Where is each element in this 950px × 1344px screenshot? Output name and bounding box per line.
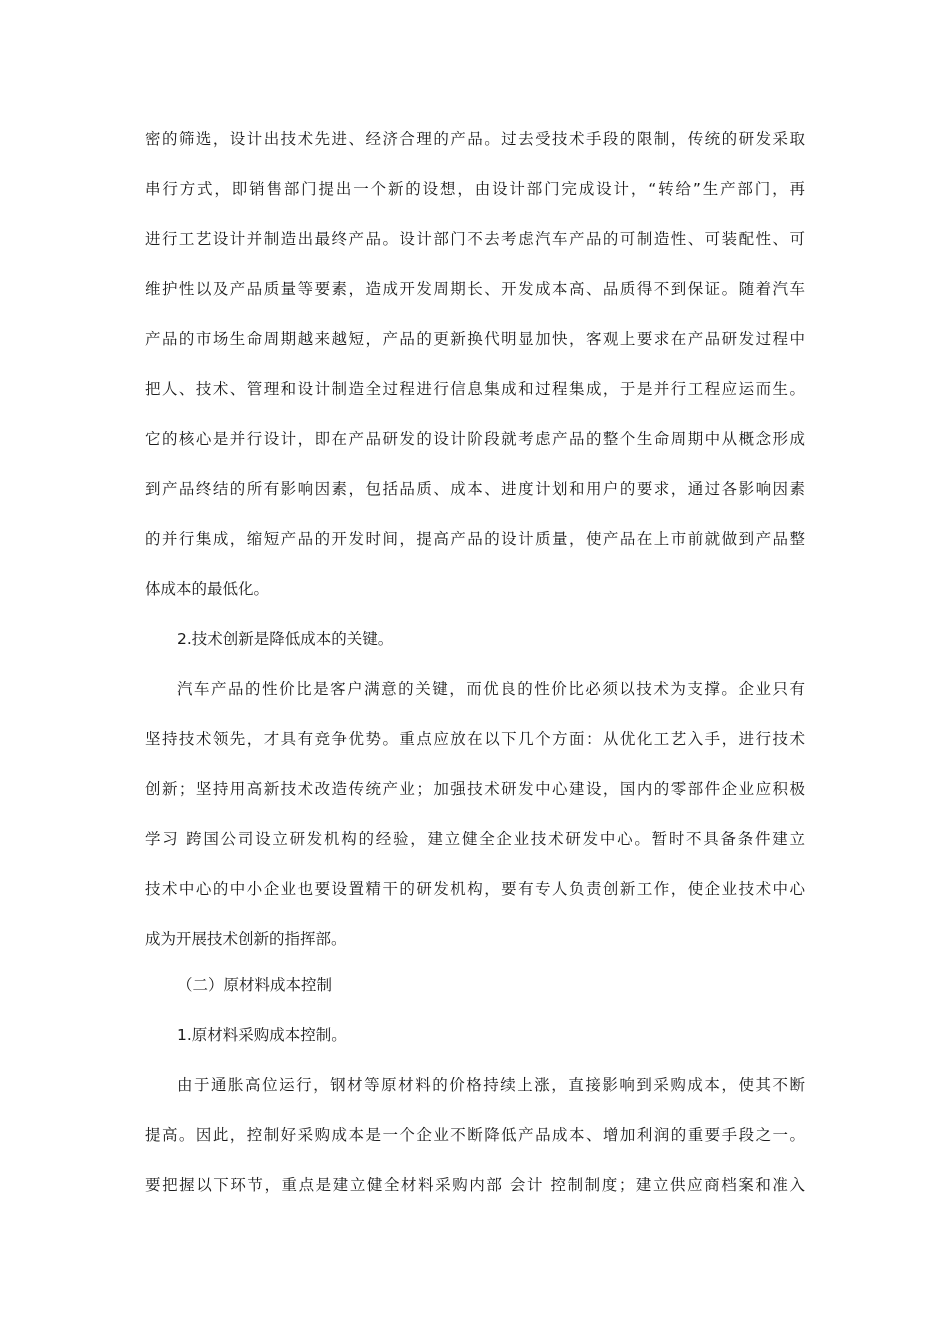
text-line: 要把握以下环节，重点是建立健全材料采购内部 会计 控制制度；建立供应商档案和准入	[145, 1176, 805, 1194]
text-line: 学习 跨国公司设立研发机构的经验，建立健全企业技术研发中心。暂时不具备条件建立	[145, 830, 805, 848]
text-line: 创新；坚持用高新技术改造传统产业；加强技术研发中心建设，国内的零部件企业应积极	[145, 780, 805, 798]
section-heading: （二）原材料成本控制	[177, 976, 333, 994]
text-line: 到产品终结的所有影响因素，包括品质、成本、进度计划和用户的要求，通过各影响因素	[145, 480, 805, 498]
text-line: 密的筛选，设计出技术先进、经济合理的产品。过去受技术手段的限制，传统的研发采取	[145, 130, 805, 148]
text-line: 的并行集成，缩短产品的开发时间，提高产品的设计质量，使产品在上市前就做到产品整	[145, 530, 805, 548]
section-heading: 1.原材料采购成本控制。	[177, 1026, 347, 1044]
text-line: 维护性以及产品质量等要素，造成开发周期长、开发成本高、品质得不到保证。随着汽车	[145, 280, 805, 298]
text-line: 由于通胀高位运行，钢材等原材料的价格持续上涨，直接影响到采购成本，使其不断	[177, 1076, 805, 1094]
text-line: 汽车产品的性价比是客户满意的关键，而优良的性价比必须以技术为支撑。企业只有	[177, 680, 805, 698]
text-line: 技术中心的中小企业也要设置精干的研发机构，要有专人负责创新工作，使企业技术中心	[145, 880, 805, 898]
text-line: 它的核心是并行设计，即在产品研发的设计阶段就考虑产品的整个生命周期中从概念形成	[145, 430, 805, 448]
text-line: 产品的市场生命周期越来越短，产品的更新换代明显加快，客观上要求在产品研发过程中	[145, 330, 805, 348]
text-line: 体成本的最低化。	[145, 580, 270, 598]
text-line: 成为开展技术创新的指挥部。	[145, 930, 347, 948]
text-line: 把人、技术、管理和设计制造全过程进行信息集成和过程集成，于是并行工程应运而生。	[145, 380, 805, 398]
text-line: 串行方式，即销售部门提出一个新的设想，由设计部门完成设计，“转给”生产部门，再	[145, 180, 805, 198]
text-line: 进行工艺设计并制造出最终产品。设计部门不去考虑汽车产品的可制造性、可装配性、可	[145, 230, 805, 248]
section-heading: 2.技术创新是降低成本的关键。	[177, 630, 394, 648]
text-line: 提高。因此，控制好采购成本是一个企业不断降低产品成本、增加利润的重要手段之一。	[145, 1126, 805, 1144]
text-line: 坚持技术领先，才具有竞争优势。重点应放在以下几个方面：从优化工艺入手，进行技术	[145, 730, 805, 748]
